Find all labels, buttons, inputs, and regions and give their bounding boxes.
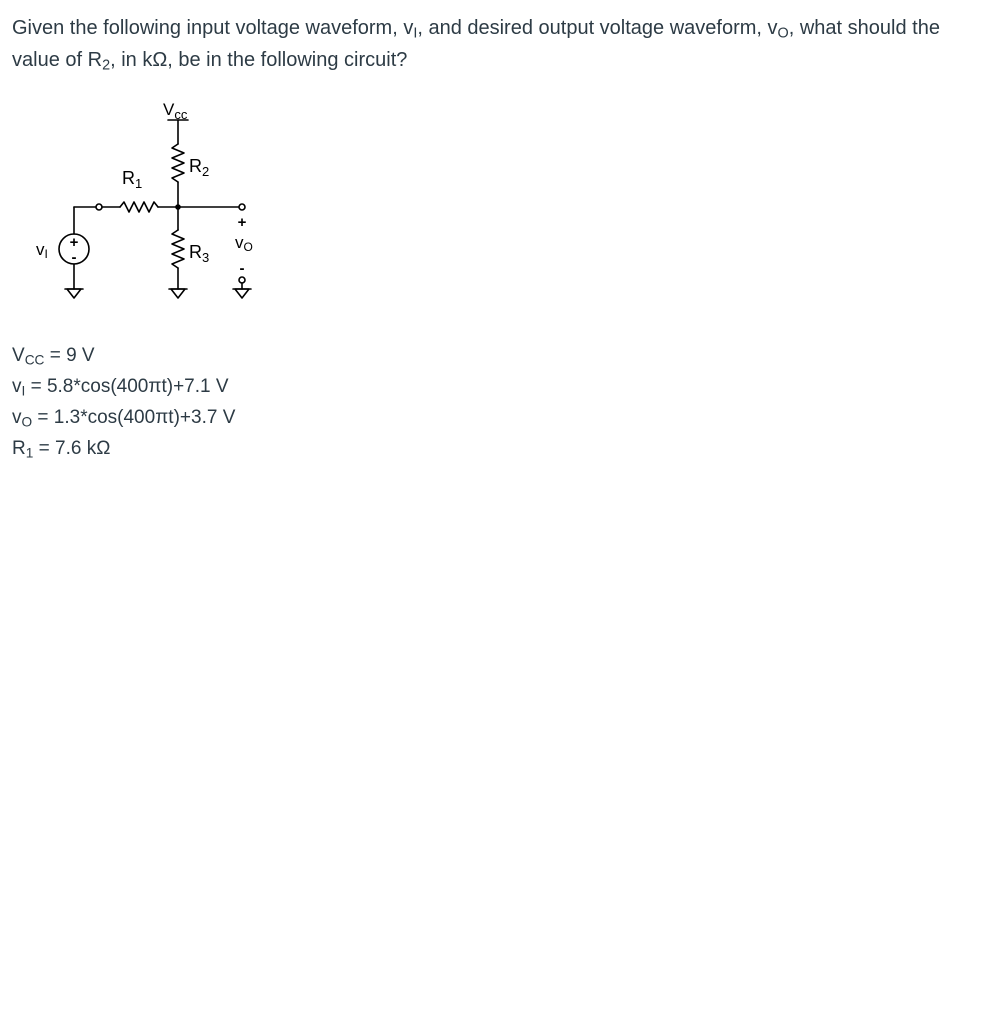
circuit-diagram [36, 96, 280, 316]
r1-resistor [120, 202, 158, 212]
question-sub-r2: 2 [102, 57, 111, 74]
given-r1: $R_1 = 7.6$ kΩ [12, 438, 111, 461]
junction-dot [175, 204, 181, 210]
question-text [12, 12, 982, 76]
source-plus-sign: + [69, 234, 79, 251]
given-vi: $v_I = 5.8*\cos(400\pi t)+7.1$ V [12, 376, 229, 399]
ground-triangle-r3 [171, 289, 185, 298]
r1-left-terminal [96, 204, 102, 210]
output-minus-terminal [239, 277, 245, 283]
given-values [12, 340, 235, 464]
question-part2: , and desired output voltage waveform, v [417, 17, 778, 39]
output-plus-terminal [239, 204, 245, 210]
question-part3: , what should the value of R [12, 17, 940, 71]
r3-resistor [172, 230, 184, 268]
vcc-label: $V_{cc}$ [163, 100, 188, 122]
r3-label: $R_3$ [189, 242, 210, 265]
r1-label: $R_1$ [122, 168, 143, 191]
question-part4: , in kΩ, be in the following circuit? [110, 49, 408, 71]
question-sub-vi: I [413, 25, 418, 42]
output-plus-sign: + [237, 214, 247, 231]
vi-label: vI [36, 240, 48, 261]
question-sub-vo: O [777, 25, 789, 42]
given-vcc: $V_{CC} = 9$ V [12, 345, 95, 368]
question-part1: Given the following input voltage waveform, v [12, 17, 414, 39]
source-minus-sign: - [71, 249, 77, 266]
given-vo: $v_O = 1.3*\cos(400\pi t)+3.7$ V [12, 407, 236, 430]
r2-resistor [172, 144, 184, 182]
ground-triangle-source [67, 289, 81, 298]
r2-label: $R_2$ [189, 156, 210, 179]
vo-label: vO [235, 233, 253, 254]
ground-triangle-output [235, 289, 249, 298]
output-minus-sign: - [239, 260, 245, 277]
